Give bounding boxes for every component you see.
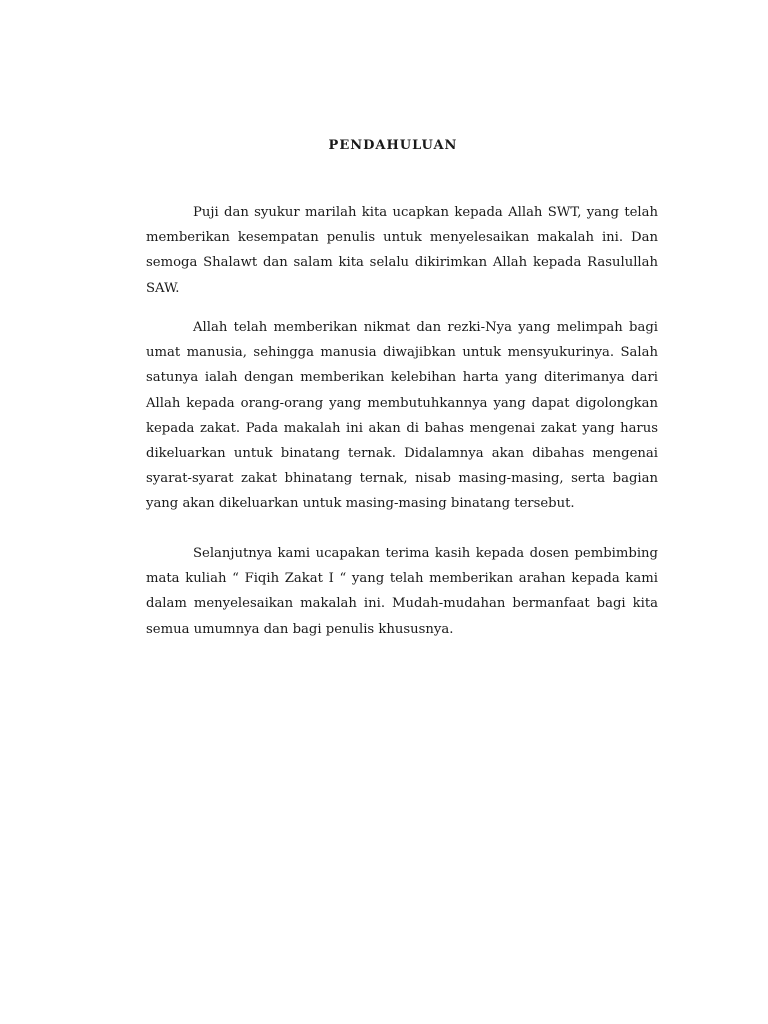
paragraph-2: Allah telah memberikan nikmat dan rezki-Nya yang melimpah bagi umat manusia, sehingga manusia diwajibkan untuk mensyukurinya. Salah satunya ialah dengan memberikan kelebihan harta yang diterimanya dari Allah kepada orang-orang yang membutuhkannya yang dapat digolongkan kepada zakat. Pada makalah ini akan di bahas mengenai zakat yang harus dikeluarkan untuk binatang ternak. Didalamnya akan dibahas mengenai syarat-syarat zakat bhinatang ternak, nisab masing-masing, serta bagian yang akan dikeluarkan untuk masing-masing binatang tersebut.	[146, 320, 658, 512]
paragraph-1: Puji dan syukur marilah kita ucapkan kepada Allah SWT, yang telah memberikan kesempatan penulis untuk menyelesaikan makalah ini. Dan semoga Shalawt dan salam kita selalu dikirimkan Allah kepada Rasulullah SAW.	[146, 205, 658, 296]
page-title: PENDAHULUAN	[328, 138, 458, 153]
paragraph-3: Selanjutnya kami ucapakan terima kasih kepada dosen pembimbing mata kuliah “ Fiqih Zakat I “ yang telah memberikan arahan kepada kami dalam menyelesaikan makalah ini. Mudah-mudahan bermanfaat bagi kita semua umumnya dan bagi penulis khususnya.	[146, 546, 658, 637]
